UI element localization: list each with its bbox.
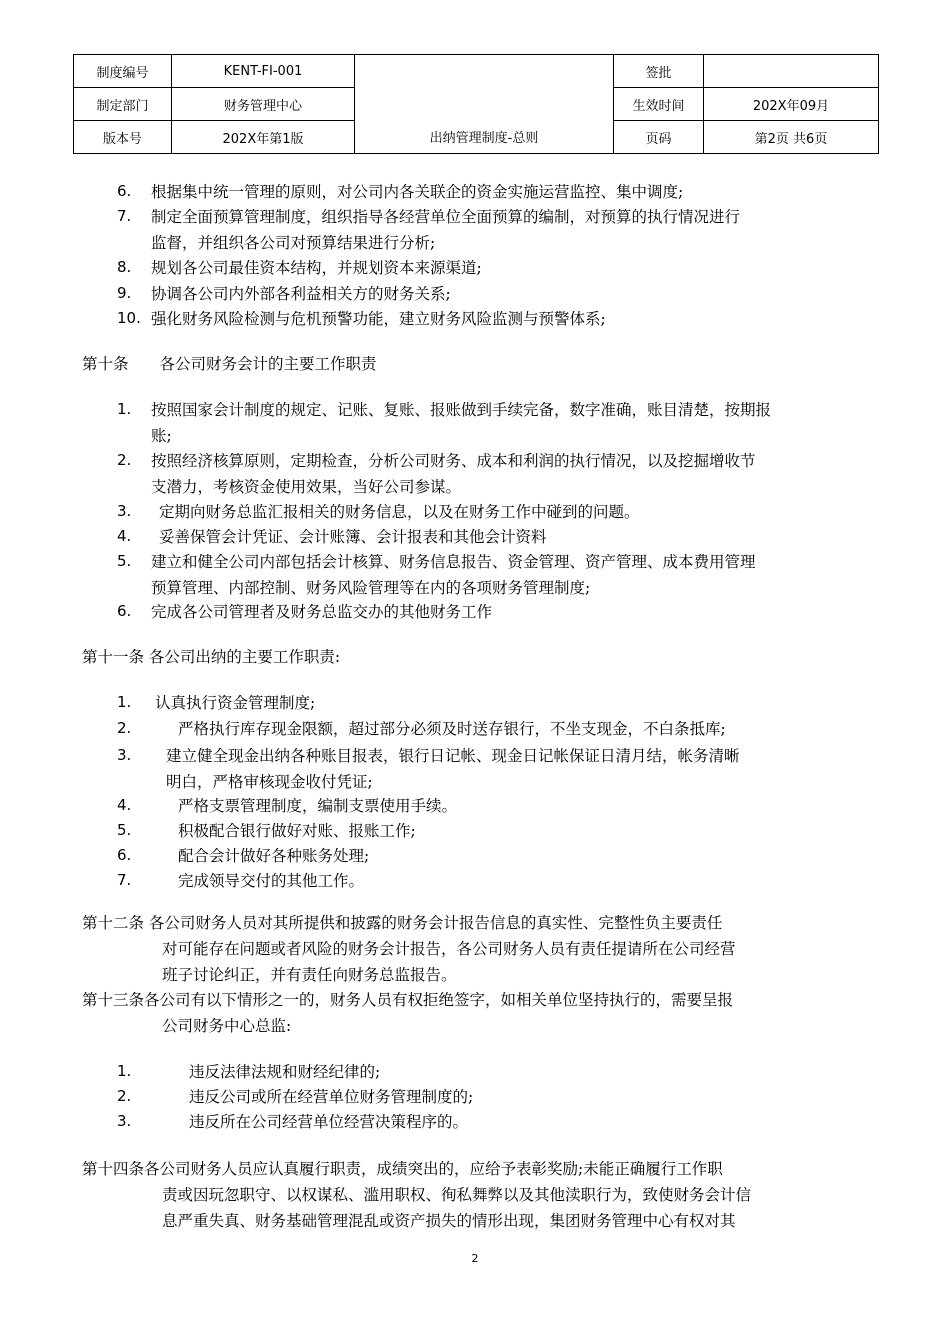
list-item-text: 明白，严格审核现金收付凭证;: [166, 773, 373, 791]
list-number: 1.: [117, 1062, 132, 1080]
approve-label: 签批: [614, 55, 704, 88]
list-number: 2.: [117, 1087, 132, 1105]
list-item-text: 根据集中统一管理的原则，对公司内各关联企的资金实施运营监控、集中调度;: [151, 183, 684, 201]
dept-label: 制定部门: [74, 88, 172, 121]
doc-no-value: KENT-FI-001: [172, 55, 355, 88]
list-item-text: 严格执行库存现金限额，超过部分必须及时送存银行，不坐支现金，不白条抵库;: [178, 720, 726, 738]
list-item-text: 建立和健全公司内部包括会计核算、财务信息报告、资金管理、资产管理、成本费用管理: [151, 553, 756, 571]
title-cell-top: [355, 55, 614, 121]
list-number: 3.: [117, 502, 132, 520]
list-item-text: 制定全面预算管理制度，组织指导各经营单位全面预算的编制，对预算的执行情况进行: [151, 208, 741, 226]
article-12-text: 对可能存在问题或者风险的财务会计报告，各公司财务人员有责任提请所在公司经营: [162, 940, 736, 958]
list-number: 3.: [117, 746, 132, 764]
list-item-text: 强化财务风险检测与危机预警功能，建立财务风险监测与预警体系;: [151, 310, 606, 328]
list-item-text: 预算管理、内部控制、财务风险管理等在内的各项财务管理制度;: [151, 579, 591, 597]
list-item-text: 按照国家会计制度的规定、记账、复账、报账做到手续完备，数字准确，账目清楚，按期报: [151, 401, 772, 419]
list-item-text: 违反公司或所在经营单位财务管理制度的;: [189, 1088, 474, 1106]
list-number: 3.: [117, 1112, 132, 1130]
article-14-text: 第十四条各公司财务人员应认真履行职责，成绩突出的，应给予表彰奖励;未能正确履行工作职: [82, 1160, 723, 1178]
list-item-text: 严格支票管理制度，编制支票使用手续。: [178, 797, 458, 815]
list-item-text: 协调各公司内外部各利益相关方的财务关系;: [151, 285, 451, 303]
list-number: 6.: [117, 182, 132, 200]
article-13-text: 第十三条各公司有以下情形之一的，财务人员有权拒绝签字，如相关单位坚持执行的，需要呈报: [82, 991, 734, 1009]
list-number: 5.: [117, 552, 132, 570]
list-item-text: 按照经济核算原则，定期检查，分析公司财务、成本和利润的执行情况，以及挖掘增收节: [151, 452, 756, 470]
page-number: 2: [471, 1252, 479, 1265]
article-12-text: 第十二条 各公司财务人员对其所提供和披露的财务会计报告信息的真实性、完整性负主要责任: [82, 914, 723, 932]
list-item-text: 积极配合银行做好对账、报账工作;: [178, 822, 416, 840]
article-14-text: 息严重失真、财务基础管理混乱或资产损失的情形出现，集团财务管理中心有权对其: [162, 1212, 736, 1230]
page-label: 页码: [614, 121, 704, 154]
list-item-text: 违反所在公司经营单位经营决策程序的。: [189, 1113, 469, 1131]
effective-label: 生效时间: [614, 88, 704, 121]
list-number: 1.: [117, 400, 132, 418]
list-number: 7.: [117, 207, 132, 225]
list-item-text: 认真执行资金管理制度;: [155, 694, 316, 712]
list-number: 7.: [117, 871, 132, 889]
article-14-text: 责或因玩忽职守、以权谋私、滥用职权、徇私舞弊以及其他渎职行为，致使财务会计信: [162, 1186, 752, 1204]
list-number: 4.: [117, 796, 132, 814]
list-item-text: 规划各公司最佳资本结构，并规划资本来源渠道;: [151, 259, 482, 277]
approve-value: [704, 55, 879, 88]
list-item-text: 定期向财务总监汇报相关的财务信息，以及在财务工作中碰到的问题。: [159, 503, 640, 521]
list-number: 4.: [117, 527, 132, 545]
document-header-table: [73, 54, 879, 154]
article-11-title: 第十一条 各公司出纳的主要工作职责:: [82, 648, 341, 666]
list-number: 8.: [117, 258, 132, 276]
list-number: 2.: [117, 451, 132, 469]
article-13-text: 公司财务中心总监:: [162, 1017, 292, 1035]
list-item-text: 完成各公司管理者及财务总监交办的其他财务工作: [151, 603, 493, 621]
document-title: 出纳管理制度-总则: [355, 121, 614, 154]
list-number: 1.: [117, 693, 132, 711]
dept-value: 财务管理中心: [172, 88, 355, 121]
version-value: 202X年第1版: [172, 121, 355, 154]
list-item-text: 配合会计做好各种账务处理;: [178, 847, 370, 865]
list-item-text: 完成领导交付的其他工作。: [178, 872, 365, 890]
list-number: 10.: [117, 309, 141, 327]
list-item-text: 建立健全现金出纳各种账目报表，银行日记帐、现金日记帐保证日清月结，帐务清晰: [166, 747, 740, 765]
list-number: 6.: [117, 846, 132, 864]
list-number: 5.: [117, 821, 132, 839]
article-12-text: 班子讨论纠正，并有责任向财务总监报告。: [162, 966, 457, 984]
effective-value: 202X年09月: [704, 88, 879, 121]
list-number: 2.: [117, 719, 132, 737]
list-item-text: 账;: [151, 427, 172, 445]
list-item-text: 违反法律法规和财经纪律的;: [189, 1063, 381, 1081]
list-number: 6.: [117, 602, 132, 620]
page-value: 第2页 共6页: [704, 121, 879, 154]
list-item-text: 妥善保管会计凭证、会计账簿、会计报表和其他会计资料: [159, 528, 547, 546]
list-item-text: 支潜力，考核资金使用效果，当好公司参谋。: [151, 478, 462, 496]
version-label: 版本号: [74, 121, 172, 154]
list-item-text: 监督，并组织各公司对预算结果进行分析;: [151, 234, 436, 252]
doc-no-label: 制度编号: [74, 55, 172, 88]
article-10-title: 第十条 各公司财务会计的主要工作职责: [82, 355, 377, 373]
list-number: 9.: [117, 284, 132, 302]
